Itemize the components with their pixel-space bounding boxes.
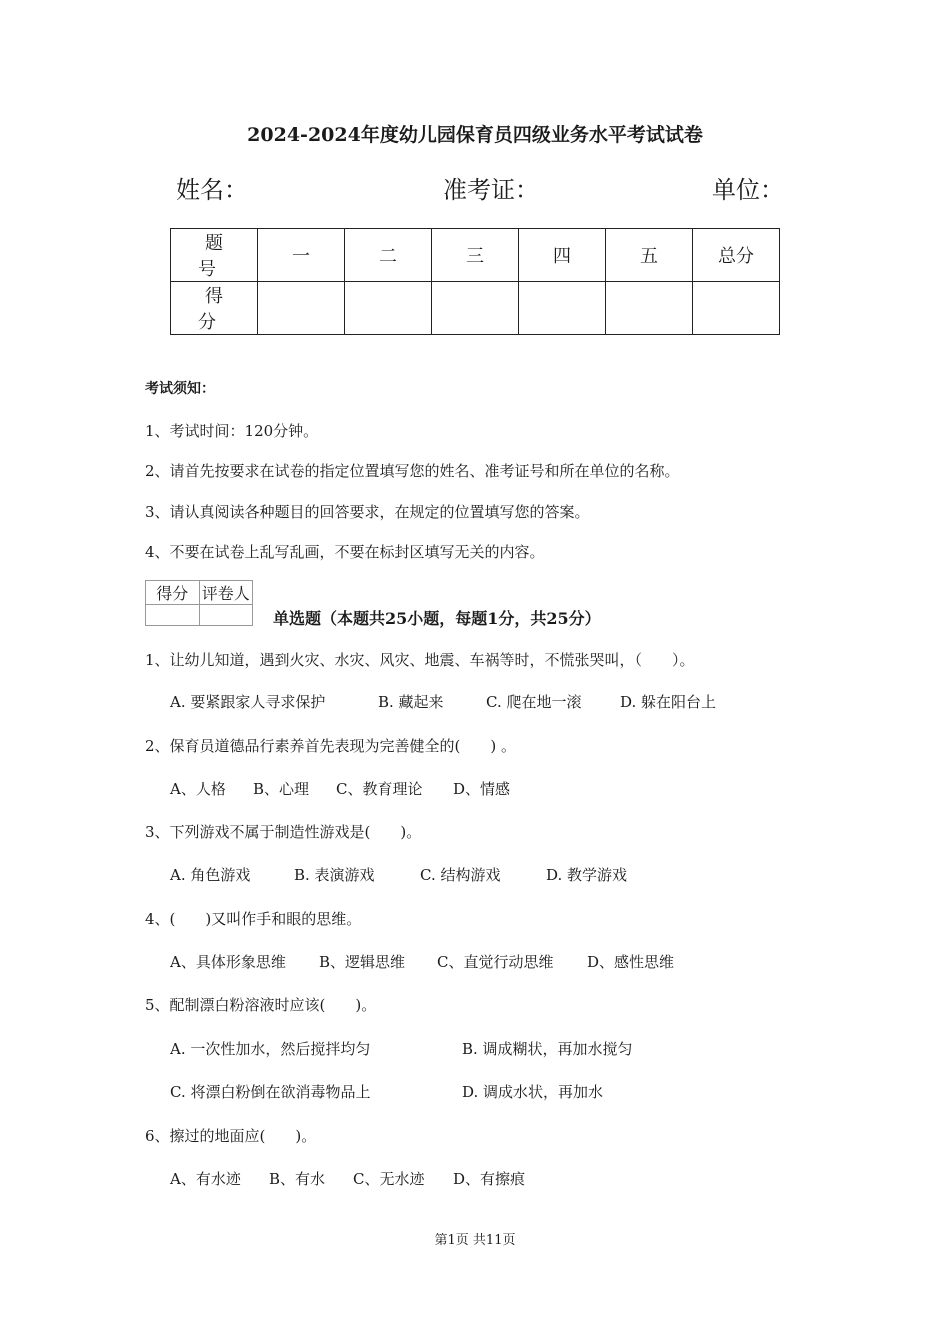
option[interactable]: B、有水 bbox=[269, 1170, 326, 1188]
section-title: 单选题（本题共25小题，每题1分，共25分） bbox=[273, 609, 601, 628]
grader-score-label: 得分 bbox=[146, 581, 200, 605]
score-table-header-cell: 四 bbox=[519, 229, 606, 282]
score-table-header-cell: 五 bbox=[606, 229, 693, 282]
question-options bbox=[170, 691, 716, 712]
notice-item: 3、请认真阅读各种题目的回答要求，在规定的位置填写您的答案。 bbox=[145, 503, 590, 521]
score-row-label: 得 分 bbox=[171, 282, 258, 335]
option[interactable]: B、心理 bbox=[253, 780, 310, 798]
grader-score-cell[interactable] bbox=[146, 605, 200, 626]
score-table bbox=[170, 228, 780, 335]
option[interactable]: A、有水迹 bbox=[170, 1170, 241, 1188]
option[interactable]: D、有擦痕 bbox=[453, 1170, 526, 1188]
unit-label: 单位： bbox=[712, 176, 784, 204]
score-table-header-row bbox=[171, 229, 780, 282]
score-cell[interactable] bbox=[519, 282, 606, 335]
option[interactable]: D. 调成水状，再加水 bbox=[462, 1083, 604, 1101]
grader-name-cell[interactable] bbox=[199, 605, 253, 626]
option[interactable]: C、直觉行动思维 bbox=[437, 953, 554, 971]
question-stem: 6、擦过的地面应( )。 bbox=[145, 1127, 317, 1145]
page-footer: 第1页 共11页 bbox=[434, 1233, 516, 1248]
option[interactable]: B. 藏起来 bbox=[378, 693, 444, 711]
question-stem: 5、配制漂白粉溶液时应该( )。 bbox=[145, 996, 377, 1014]
option[interactable]: B、逻辑思维 bbox=[319, 953, 406, 971]
option[interactable]: C. 爬在地一滚 bbox=[486, 693, 582, 711]
option[interactable]: C、教育理论 bbox=[336, 780, 423, 798]
score-table-header-cell: 一 bbox=[258, 229, 345, 282]
option[interactable]: D. 躲在阳台上 bbox=[620, 693, 717, 711]
score-cell[interactable] bbox=[606, 282, 693, 335]
option[interactable]: D、感性思维 bbox=[587, 953, 675, 971]
score-cell[interactable] bbox=[693, 282, 780, 335]
question-options bbox=[170, 778, 510, 799]
exam-title: 2024-2024年度幼儿园保育员四级业务水平考试试卷 bbox=[247, 124, 703, 146]
option[interactable]: B. 表演游戏 bbox=[294, 866, 375, 884]
option[interactable]: B. 调成糊状，再加水搅匀 bbox=[462, 1040, 633, 1058]
notice-item: 2、请首先按要求在试卷的指定位置填写您的姓名、准考证号和所在单位的名称。 bbox=[145, 462, 680, 480]
score-table-header-cell: 三 bbox=[432, 229, 519, 282]
grader-box bbox=[145, 580, 253, 626]
option[interactable]: C、无水迹 bbox=[353, 1170, 425, 1188]
name-label: 姓名： bbox=[176, 176, 248, 204]
option[interactable]: A. 一次性加水，然后搅拌均匀 bbox=[170, 1040, 371, 1058]
score-table-score-row bbox=[171, 282, 780, 335]
question-options bbox=[170, 1168, 525, 1189]
option[interactable]: A. 要紧跟家人寻求保护 bbox=[170, 693, 326, 711]
option[interactable]: A、具体形象思维 bbox=[170, 953, 286, 971]
notice-item: 1、考试时间：120分钟。 bbox=[145, 422, 319, 440]
score-table-header-cell: 题 号 bbox=[171, 229, 258, 282]
grader-name-label: 评卷人 bbox=[199, 581, 253, 605]
score-cell[interactable] bbox=[258, 282, 345, 335]
question-stem: 4、( )又叫作手和眼的思维。 bbox=[145, 910, 362, 928]
option[interactable]: D、情感 bbox=[453, 780, 511, 798]
question-stem: 3、下列游戏不属于制造性游戏是( )。 bbox=[145, 823, 422, 841]
notice-heading: 考试须知： bbox=[145, 381, 215, 397]
question-options bbox=[170, 951, 674, 972]
question-options bbox=[170, 1081, 603, 1102]
score-table-header-cell: 二 bbox=[345, 229, 432, 282]
score-cell[interactable] bbox=[345, 282, 432, 335]
question-options bbox=[170, 1038, 633, 1059]
option[interactable]: A. 角色游戏 bbox=[170, 866, 251, 884]
option[interactable]: A、人格 bbox=[170, 780, 226, 798]
question-stem: 2、保育员道德品行素养首先表现为完善健全的( ) 。 bbox=[145, 737, 517, 755]
option[interactable]: C. 结构游戏 bbox=[420, 866, 501, 884]
score-cell[interactable] bbox=[432, 282, 519, 335]
score-table-header-cell: 总分 bbox=[693, 229, 780, 282]
notice-item: 4、不要在试卷上乱写乱画，不要在标封区填写无关的内容。 bbox=[145, 543, 545, 561]
option[interactable]: D. 教学游戏 bbox=[546, 866, 628, 884]
question-options bbox=[170, 864, 627, 885]
exam-id-label: 准考证： bbox=[443, 176, 539, 204]
question-stem: 1、让幼儿知道，遇到火灾、水灾、风灾、地震、车祸等时，不慌张哭叫，（ ）。 bbox=[145, 651, 695, 669]
option[interactable]: C. 将漂白粉倒在欲消毒物品上 bbox=[170, 1083, 371, 1101]
